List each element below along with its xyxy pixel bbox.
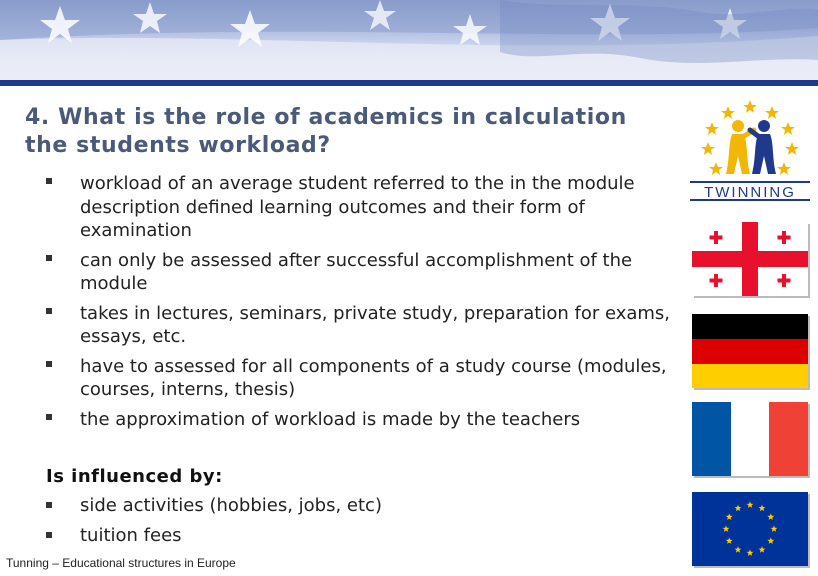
influenced-heading: Is influenced by: (46, 466, 223, 487)
square-bullet-icon (46, 308, 52, 314)
list-item-text: have to assessed for all components of a study course (modules, courses, interns, thesis) (80, 355, 667, 400)
main-bullet-list (46, 172, 676, 437)
list-item-text: the approximation of workload is made by the teachers (80, 408, 581, 430)
georgia-flag-graphic (692, 222, 808, 296)
list-item-text: tuition fees (80, 524, 182, 546)
slide-footer: Tunning – Educational structures in Europe (6, 556, 236, 570)
list-item (46, 302, 676, 349)
header-banner (0, 0, 818, 80)
square-bullet-icon (46, 502, 52, 508)
list-item (46, 408, 676, 432)
slide-title: 4. What is the role of academics in calculation the students workload? (25, 105, 627, 158)
square-bullet-icon (46, 532, 52, 538)
banner-stars-graphic (0, 0, 818, 80)
eu-flag (692, 492, 808, 566)
twinning-logo-text: TWINNING (704, 184, 796, 201)
georgia-flag (692, 222, 808, 296)
list-item (46, 355, 676, 402)
list-item-text: workload of an average student referred to the in the module description defined learning outcomes and their form of examination (80, 173, 635, 241)
square-bullet-icon (46, 255, 52, 261)
twinning-logo (688, 96, 812, 204)
list-item-text: takes in lectures, seminars, private study, preparation for exams, essays, etc. (80, 302, 671, 347)
france-flag-graphic (692, 402, 808, 476)
influenced-list (46, 494, 646, 553)
germany-flag-graphic (692, 314, 808, 388)
square-bullet-icon (46, 361, 52, 367)
list-item (46, 249, 676, 296)
list-item (46, 524, 646, 548)
list-item-text: side activities (hobbies, jobs, etc) (80, 495, 382, 516)
header-rule (0, 80, 818, 86)
square-bullet-icon (46, 414, 52, 420)
list-item-text: can only be assessed after successful accomplishment of the module (80, 249, 633, 294)
list-item (46, 172, 676, 243)
france-flag (692, 402, 808, 476)
twinning-logo-graphic (688, 96, 812, 204)
eu-flag-graphic (692, 492, 808, 566)
germany-flag (692, 314, 808, 388)
list-item (46, 494, 646, 518)
square-bullet-icon (46, 178, 52, 184)
